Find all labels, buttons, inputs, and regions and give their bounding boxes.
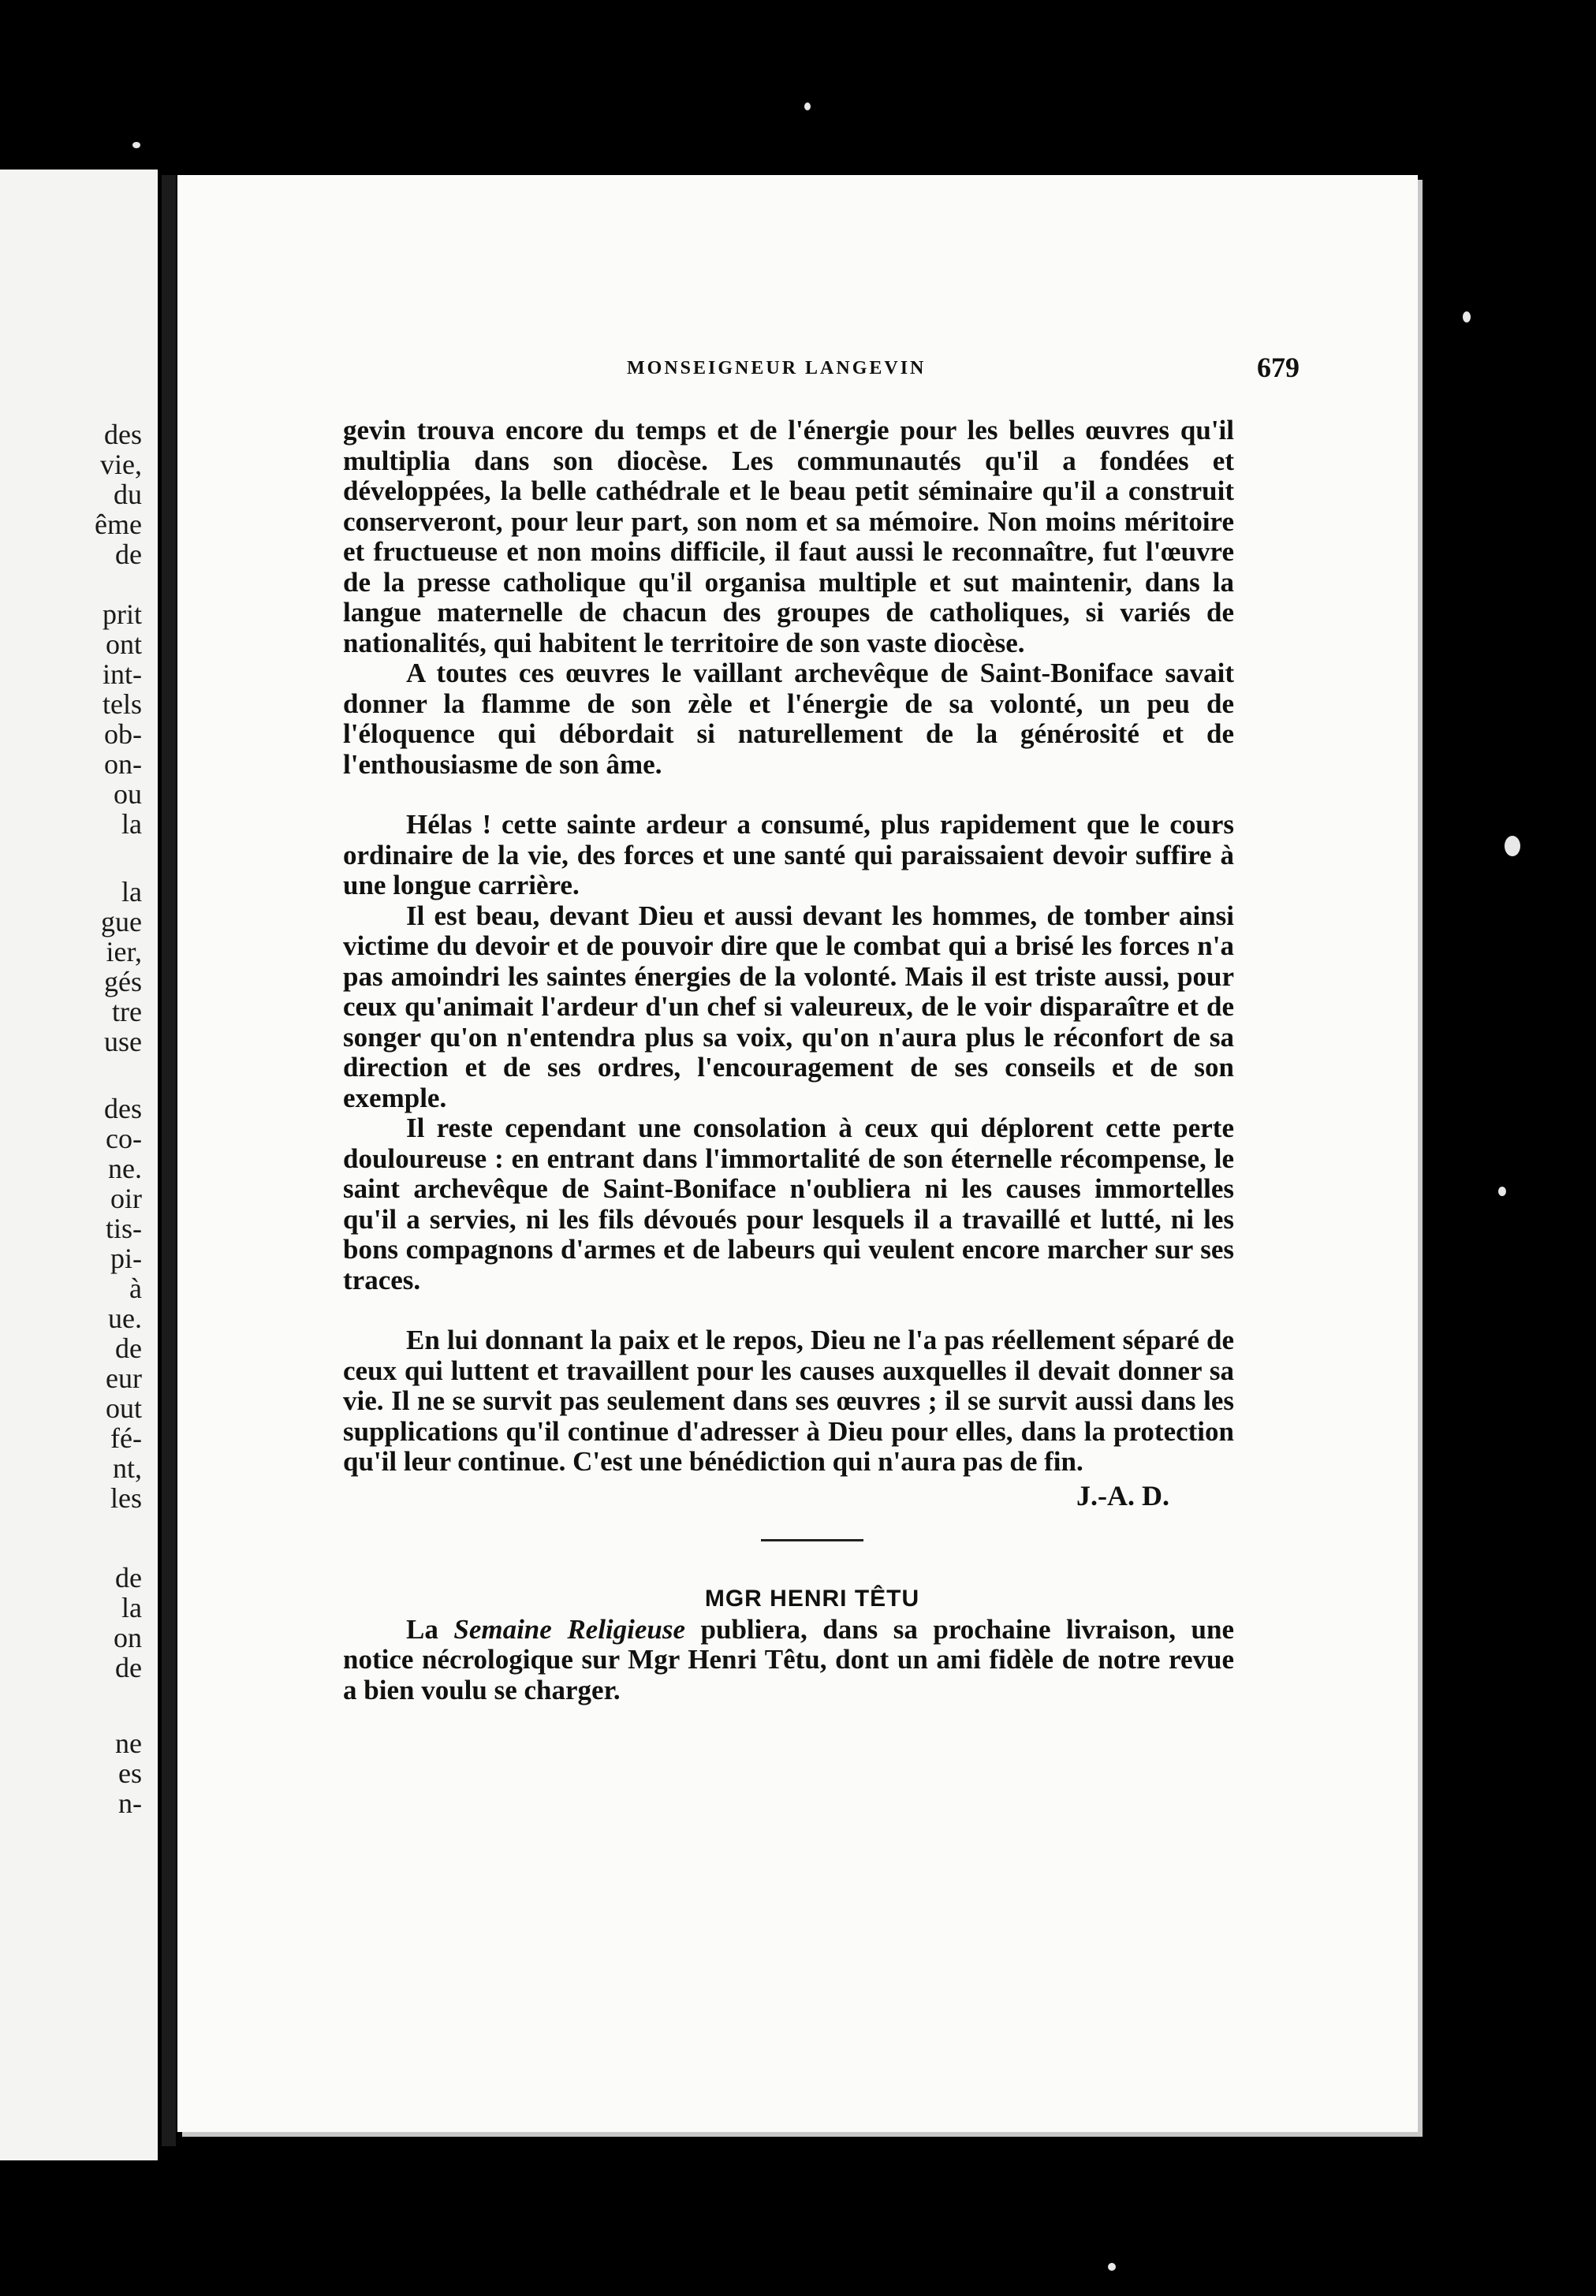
left-page-fragment: ont <box>105 628 142 660</box>
notice-paragraph <box>343 1615 1234 1706</box>
left-facing-page <box>0 170 158 2160</box>
left-page-fragment: gés <box>104 966 142 997</box>
notice-lead: La <box>406 1613 454 1645</box>
left-page-fragment: fé- <box>110 1422 142 1454</box>
left-page-fragment: ob- <box>104 718 142 750</box>
paragraph-1: gevin trouva encore du temps et de l'énergie pour les belles œuvres qu'il multiplia dans son diocèse. Les communautés qu'il a fondées et développées, la belle cathédrale et le beau petit séminaire qu'il a construit conserveront, pour leur part, son nom et sa mémoire. Non moins méritoire et fructueuse et non moins difficile, il faut aussi le reconnaître, fut l'œuvre de la presse catholique qu'il organisa multiple et sut maintenir, dans la langue maternelle de chacun des groupes de catholiques, si variés de nationalités, qui habitent le territoire de son vaste diocèse. <box>343 415 1234 658</box>
article-body <box>343 416 1234 1705</box>
scan-speck <box>1498 1187 1506 1196</box>
left-page-fragment: de <box>115 1562 142 1593</box>
publication-name: Semaine Religieuse <box>453 1613 686 1645</box>
left-page-fragment: de <box>115 1652 142 1683</box>
left-page-fragment: tre <box>112 996 142 1027</box>
left-page-fragment: out <box>105 1392 142 1424</box>
left-page-fragment: co- <box>106 1123 142 1154</box>
left-page-fragment: ne. <box>108 1153 142 1184</box>
left-page-fragment: les <box>110 1482 142 1514</box>
left-page-fragment: la <box>121 808 142 840</box>
section-divider <box>761 1539 863 1541</box>
left-page-fragment: la <box>121 876 142 908</box>
book-spine <box>162 175 176 2146</box>
left-page-fragment: prit <box>103 598 142 630</box>
left-page-fragment: gue <box>101 906 142 937</box>
left-page-fragment: vie, <box>100 449 142 480</box>
scan-speck <box>1108 2263 1116 2271</box>
left-page-fragment: la <box>121 1592 142 1623</box>
left-page-fragment: de <box>115 539 142 570</box>
left-page-fragment: on <box>114 1622 142 1653</box>
left-page-fragment: tels <box>103 688 142 720</box>
paragraph-6: En lui donnant la paix et le repos, Dieu ne l'a pas réellement séparé de ceux qui luttent et travaillent pour les causes auxquelles il devait donner sa vie. Il ne se survit pas seulement dans ses œuvres ; il se survit aussi dans les supplications qu'il continue d'adresser à Dieu pour elles, dans la protection qu'il leur continue. C'est une bénédiction qui n'aura pas de fin. <box>343 1325 1234 1477</box>
left-page-fragment: des <box>104 1093 142 1124</box>
scan-speck <box>1463 311 1471 322</box>
left-page-fragment: ême <box>95 509 142 540</box>
left-page-fragment: ou <box>114 778 142 810</box>
left-page-fragment: es <box>118 1757 142 1789</box>
left-page-fragment: pi- <box>110 1243 142 1274</box>
left-page-fragment: des <box>104 419 142 450</box>
left-page-fragment: on- <box>104 748 142 780</box>
scan-speck <box>804 102 811 110</box>
right-page <box>177 175 1418 2132</box>
left-page-fragment: du <box>114 479 142 510</box>
left-page-fragment: nt, <box>112 1452 142 1484</box>
left-page-fragment: eur <box>106 1362 142 1394</box>
paragraph-4: Il est beau, devant Dieu et aussi devant les hommes, de tomber ainsi victime du devoir et de pouvoir dire que le combat qui a brisé les forces n'a pas amoindri les saintes énergies de la volonté. Mais il est triste aussi, pour ceux qu'animait l'ardeur d'un chef si valeureux, de le voir disparaître et de songer qu'on n'entendra plus sa voix, qu'on n'aura plus le réconfort de sa direction et de ses ordres, l'encouragement de ses conseils et de son exemple. <box>343 900 1234 1113</box>
left-page-fragment: ier, <box>106 936 142 967</box>
left-page-fragment: ne <box>115 1728 142 1759</box>
left-page-fragment: tis- <box>105 1213 142 1244</box>
notice-text: publiera, dans sa prochaine livraison, une notice nécrologique sur Mgr Henri Têtu, dont un ami fidèle de notre revue a bien voulu se charger. <box>343 1613 1235 1705</box>
left-page-fragment: de <box>115 1332 142 1364</box>
left-page-fragment: ue. <box>108 1303 142 1334</box>
left-page-fragment: oir <box>110 1183 142 1214</box>
scan-speck <box>132 142 140 148</box>
paragraph-3: Hélas ! cette sainte ardeur a consumé, plus rapidement que le cours ordinaire de la vie, des forces et une santé qui paraissaient devoir suffire à une longue carrière. <box>343 809 1234 900</box>
section-title: MGR HENRI TÊTU <box>704 1586 920 1612</box>
left-page-fragment: à <box>129 1273 142 1304</box>
author-signature: J.-A. D. <box>1076 1479 1169 1511</box>
left-page-fragment: n- <box>118 1787 142 1819</box>
scan-speck <box>1505 836 1520 856</box>
left-page-fragment: use <box>104 1026 142 1057</box>
running-title: MONSEIGNEUR LANGEVIN <box>627 358 927 378</box>
paragraph-5: Il reste cependant une consolation à ceux qui déplorent cette perte douloureuse : en entrant dans l'immortalité de son éternelle récompense, le saint archevêque de Saint-Boniface n'oubliera ni les causes immortelles qu'il a servies, ni les fils dévoués pour lesquels il a travaillé et lutté, ni les bons compagnons d'armes et de labeurs qui veulent encore marcher sur ses traces. <box>343 1113 1234 1295</box>
paragraph-2: A toutes ces œuvres le vaillant archevêque de Saint-Boniface savait donner la flamme de son zèle et l'énergie de sa volonté, un peu de l'éloquence qui débordait si naturellement de la générosité et de l'enthousiasme de son âme. <box>343 658 1234 780</box>
left-page-fragment: int- <box>103 658 142 690</box>
page-number: 679 <box>1257 352 1300 383</box>
